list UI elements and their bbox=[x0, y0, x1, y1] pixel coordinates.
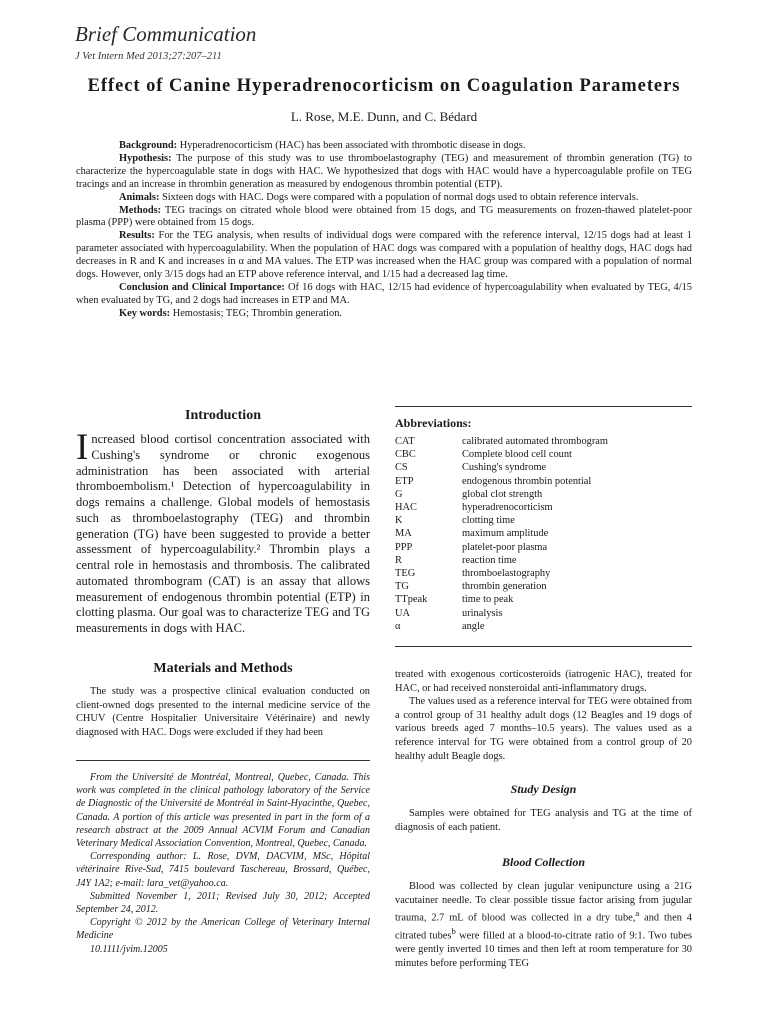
footnote-doi: 10.1111/jvim.12005 bbox=[90, 943, 168, 955]
abstract-label: Background: bbox=[119, 140, 178, 151]
abbreviation-meaning: global clot strength bbox=[462, 488, 543, 500]
abbreviation-code: PPP bbox=[395, 541, 413, 553]
abstract-background bbox=[76, 140, 692, 153]
abbreviation-meaning: platelet-poor plasma bbox=[462, 541, 548, 553]
abstract-text: Hemostasis; TEG; Thrombin generation. bbox=[170, 307, 342, 319]
abbreviation-meaning: urinalysis bbox=[462, 607, 503, 619]
footnote-corresponding: Corresponding author: L. Rose, DVM, DACVIM, MSc, Hôpital vétérinaire Rive-Sud, 7415 boulevard Taschereau, Brossard, Québec, J4Y 1A2; e-mail: lara_vet@yahoo.ca. bbox=[76, 851, 370, 889]
study-design-paragraph: Samples were obtained for TEG analysis and TG at the time of diagnosis of each patient. bbox=[395, 808, 692, 833]
abstract-label: Results: bbox=[119, 230, 155, 242]
abstract-label: Animals: bbox=[119, 191, 160, 203]
abbreviation-row bbox=[395, 580, 692, 593]
abstract-text: TEG tracings on citrated whole blood were obtained from 15 dogs, and TG measurements on frozen-thawed platelet-poor plasma (PPP) were obtained from 15 dogs. bbox=[76, 204, 692, 229]
study-design-text bbox=[395, 807, 692, 834]
abstract bbox=[76, 140, 692, 321]
abstract-animals bbox=[76, 192, 692, 205]
abbreviation-code: R bbox=[395, 554, 402, 566]
abstract-label: Methods: bbox=[119, 204, 162, 216]
abbreviation-row bbox=[395, 593, 692, 606]
abbreviations-top-rule bbox=[395, 406, 692, 407]
journal-citation: J Vet Intern Med 2013;27:207–211 bbox=[75, 51, 222, 62]
abbreviation-code: α bbox=[395, 620, 401, 632]
abbreviation-code: G bbox=[395, 488, 403, 500]
abstract-text: Hyperadrenocorticism (HAC) has been associated with thrombotic disease in dogs. bbox=[177, 140, 526, 151]
authors: L. Rose, M.E. Dunn, and C. Bédard bbox=[290, 109, 478, 124]
abbreviation-meaning: hyperadrenocorticism bbox=[462, 502, 553, 514]
abbreviation-row bbox=[395, 514, 692, 527]
methods-heading: Materials and Methods bbox=[153, 661, 293, 676]
abstract-methods bbox=[76, 205, 692, 231]
introduction-text bbox=[76, 427, 370, 637]
abbreviations-title: Abbreviations: bbox=[395, 416, 472, 430]
abstract-hypothesis bbox=[76, 153, 692, 192]
abbreviation-code: K bbox=[395, 515, 403, 527]
methods-paragraph: The study was a prospective clinical evaluation conducted on client-owned dogs presented to the internal medicine service of the CHUV (Centre Hospitalier Universitaire Vétérinaire) and newly diagnosed with HAC. Dogs were excluded if they had been bbox=[76, 686, 370, 738]
article-type: Brief Communication bbox=[75, 22, 257, 46]
abbreviation-row bbox=[395, 448, 692, 461]
dropcap: I bbox=[76, 427, 89, 468]
footnote-marker: b bbox=[451, 926, 456, 937]
abstract-label: Hypothesis: bbox=[119, 152, 172, 164]
abbreviation-meaning: maximum amplitude bbox=[462, 528, 549, 540]
abbreviation-row bbox=[395, 461, 692, 474]
abbreviation-code: HAC bbox=[395, 502, 417, 514]
abbreviation-row bbox=[395, 607, 692, 620]
article-title: Effect of Canine Hyperadrenocorticism on Coagulation Parameters bbox=[87, 76, 681, 96]
abbreviations-bottom-rule bbox=[395, 646, 692, 647]
abbreviation-row bbox=[395, 475, 692, 488]
abbreviation-meaning: angle bbox=[462, 620, 485, 632]
blood-collection-heading: Blood Collection bbox=[501, 855, 585, 869]
abstract-results bbox=[76, 230, 692, 282]
footnote-dates: Submitted November 1, 2011; Revised July 30, 2012; Accepted September 24, 2012. bbox=[76, 890, 370, 916]
exclusion-criteria: treated with exogenous corticosteroids (iatrogenic HAC), treated for HAC, or had received nonsteroidal anti-inflammatory drugs. bbox=[395, 669, 692, 694]
abstract-label: Key words: bbox=[119, 307, 171, 319]
blood-text: Blood was collected by clean jugular venipuncture using a 21G vacutainer needle. To clear possible tissue factor arising from jugular trauma, 2.7 mL of blood was collected in a dry tube, bbox=[395, 881, 692, 924]
abbreviation-row bbox=[395, 567, 692, 580]
abbreviation-code: CAT bbox=[395, 436, 415, 447]
abbreviation-code: TG bbox=[395, 581, 409, 593]
methods-text bbox=[76, 685, 370, 739]
abstract-text: The purpose of this study was to use thromboelastography (TEG) and measurement of thrombin generation (TG) to characterize the hypercoagulable state in dogs with HAC. We hypothesized that dogs with HAC would have a hypercoagulable profile on TEG tracings and an increase in thrombin generation as measured by endogenous thrombin potential (ETP). bbox=[76, 152, 692, 190]
footnote-marker: a bbox=[635, 908, 640, 919]
abbreviation-meaning: thrombin generation bbox=[462, 581, 547, 593]
abbreviation-row bbox=[395, 435, 692, 448]
abbreviation-row bbox=[395, 554, 692, 567]
abbreviation-meaning: reaction time bbox=[462, 554, 517, 566]
blood-text: were filled at a blood-to-citrate ratio of 9:1. Two tubes were gently inverted 10 times and then left at room temperature for 30 minutes before performing TEG bbox=[395, 930, 693, 969]
abbreviation-meaning: calibrated automated thrombogram bbox=[462, 436, 608, 447]
abbreviation-code: TTpeak bbox=[395, 594, 428, 606]
abstract-text: Of 16 dogs with HAC, 12/15 had evidence of hypercoagulability when evaluated by TEG, 4/15 when evaluated by TG, and 2 dogs had increases in ETP and MA. bbox=[76, 281, 692, 306]
blood-text: and then 4 citrated tubes bbox=[395, 912, 692, 942]
abbreviation-code: CBC bbox=[395, 449, 416, 461]
introduction-heading: Introduction bbox=[185, 408, 261, 423]
abbreviation-meaning: Complete blood cell count bbox=[462, 449, 572, 461]
footnote-copyright: Copyright © 2012 by the American College of Veterinary Internal Medicine bbox=[76, 917, 370, 942]
abbreviations-table bbox=[395, 435, 692, 633]
abbreviation-code: MA bbox=[395, 528, 412, 540]
abbreviation-meaning: clotting time bbox=[462, 515, 515, 527]
footnote bbox=[76, 771, 370, 956]
introduction-body: ncreased blood cortisol concentration associated with Cushing's syndrome or chronic exogenous administration has been associated with arterial thromboembolism.¹ Detection of hypercoagulability in dogs remains a challenge. Global models of hemostasis such as thromboelastography (TEG) and thrombin generation (TG) have been suggested to provide a better assessment of hypercoagulability.² Thrombin plays a central role in hemostasis and thrombosis. The calibrated automated thrombogram (CAT) is an assay that allows measurement of endogenous thrombin potential (ETP) in clotting plasma. Our goal was to characterize TEG and TG measurements in dogs with HAC. bbox=[76, 432, 370, 635]
abbreviation-code: ETP bbox=[395, 475, 414, 487]
reference-intervals: The values used as a reference interval for TEG were obtained from a control group of 31 healthy adult dogs (12 Beagles and 19 dogs of various breeds aged 7 months–10.5 years). The values used as a reference interval for TG were obtained from a control group of 20 healthy adult Beagle dogs. bbox=[395, 696, 692, 762]
blood-collection-text bbox=[395, 880, 692, 971]
abbreviation-meaning: thromboelastography bbox=[462, 568, 551, 580]
abbreviation-row bbox=[395, 541, 692, 554]
footnote-divider bbox=[76, 760, 370, 761]
abstract-conclusion bbox=[76, 282, 692, 308]
abbreviation-meaning: Cushing's syndrome bbox=[462, 462, 547, 474]
right-column-text bbox=[395, 668, 692, 763]
footnote-affiliation: From the Université de Montréal, Montreal, Quebec, Canada. This work was completed in the clinical pathology laboratory of the Service de Diagnostic of the Université de Montréal in Saint-Hyacinthe, Quebec, Canada. A portion of this article was presented in part in the form of a research abstract at the 2009 Annual ACVIM Forum and Canadian Veterinary Medical Association Convention, Montreal, Quebec, Canada. bbox=[76, 772, 370, 850]
abbreviation-row bbox=[395, 488, 692, 501]
abbreviation-row bbox=[395, 501, 692, 514]
abstract-label: Conclusion and Clinical Importance: bbox=[119, 281, 285, 293]
abbreviation-code: UA bbox=[395, 607, 411, 619]
abstract-text: Sixteen dogs with HAC. Dogs were compared with a population of normal dogs used to obtain reference intervals. bbox=[159, 191, 639, 203]
abbreviation-meaning: endogenous thrombin potential bbox=[462, 475, 592, 487]
abbreviation-meaning: time to peak bbox=[462, 594, 514, 606]
abbreviation-row bbox=[395, 527, 692, 540]
abbreviation-code: CS bbox=[395, 462, 408, 474]
study-design-heading: Study Design bbox=[510, 782, 577, 796]
abstract-keywords bbox=[76, 308, 692, 321]
blood-collection-paragraph bbox=[395, 880, 692, 971]
abbreviation-code: TEG bbox=[395, 568, 416, 580]
abbreviation-row bbox=[395, 620, 692, 633]
abstract-text: For the TEG analysis, when results of individual dogs were compared with the reference interval, 12/15 dogs had at least 1 parameter associated with hypercoagulability. When the population of HAC dogs was compared with a population of healthy dogs, HAC dogs had decreases in R and K and increases in α and MA values. The ETP was increased when the HAC group was compared with a population of normal dogs. However, only 3/15 dogs had an ETP above reference interval, and 1/15 had a decreased lag time. bbox=[76, 230, 692, 281]
